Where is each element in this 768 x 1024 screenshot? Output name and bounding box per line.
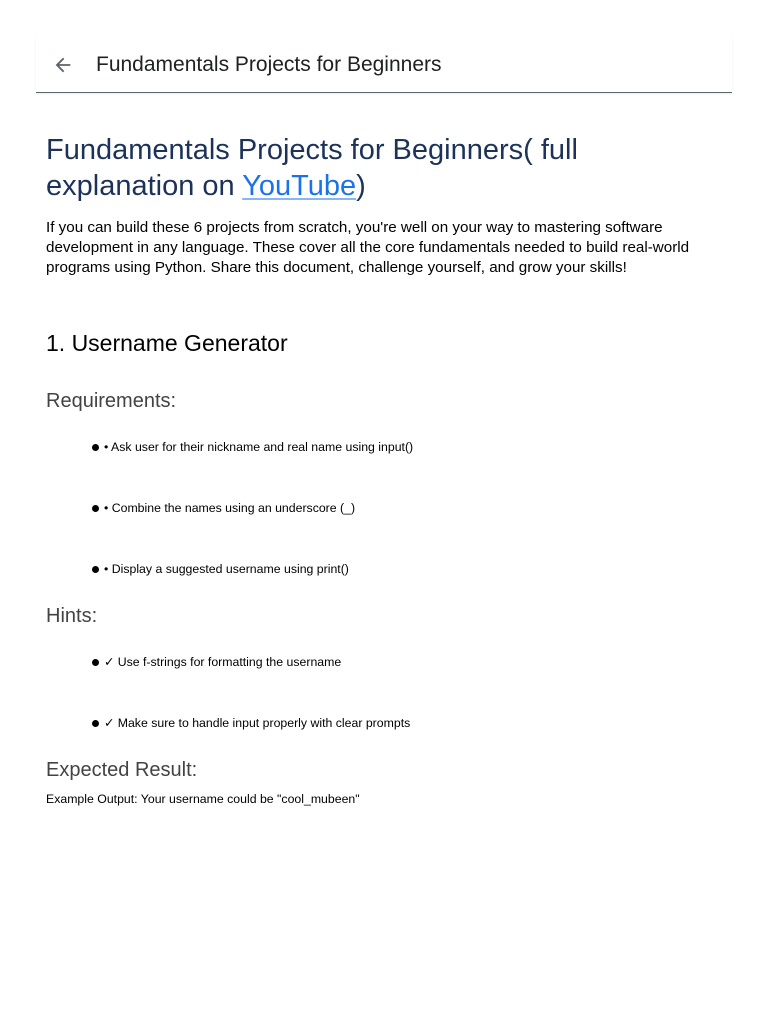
hints-heading: Hints:: [46, 605, 98, 627]
intro-paragraph: If you can build these 6 projects from scratch, you're well on your way to mastering software development in any language. These cover all the core fundamentals needed to build real-world programs using Python. Share this document, challenge yourself, and grow your skills!: [46, 219, 690, 276]
app-bar-title: Fundamentals Projects for Beginners: [96, 53, 442, 76]
bullet-icon: [92, 659, 99, 666]
list-item: [92, 715, 730, 731]
hints-list: [46, 654, 730, 731]
requirements-list: [46, 439, 730, 577]
expected-result-text: Example Output: Your username could be "cool_mubeen": [46, 792, 360, 806]
bullet-icon: [92, 505, 99, 512]
back-button[interactable]: [38, 40, 88, 90]
list-item: [92, 654, 730, 670]
bullet-icon: [92, 720, 99, 727]
section-heading: 1. Username Generator: [46, 330, 288, 356]
list-item: [92, 439, 730, 455]
app-bar: [36, 38, 732, 93]
list-item-text: • Combine the names using an underscore (_): [104, 501, 356, 515]
document-title-end: ): [356, 170, 366, 202]
bullet-icon: [92, 566, 99, 573]
list-item-text: ✓ Use f-strings for formatting the username: [104, 655, 342, 669]
arrow-back-icon: [52, 54, 74, 76]
list-item-text: ✓ Make sure to handle input properly with clear prompts: [104, 716, 411, 730]
document-title: [46, 132, 730, 204]
list-item-text: • Display a suggested username using print(): [104, 562, 349, 576]
list-item-text: • Ask user for their nickname and real name using input(): [104, 440, 414, 454]
document-body: [46, 132, 730, 806]
document-title-text: Fundamentals Projects for Beginners( full explanation on: [46, 134, 578, 202]
list-item: [92, 561, 730, 577]
bullet-icon: [92, 444, 99, 451]
list-item: [92, 500, 730, 516]
requirements-heading: Requirements:: [46, 390, 177, 412]
youtube-link[interactable]: YouTube: [242, 170, 357, 202]
expected-result-heading: Expected Result:: [46, 759, 198, 781]
